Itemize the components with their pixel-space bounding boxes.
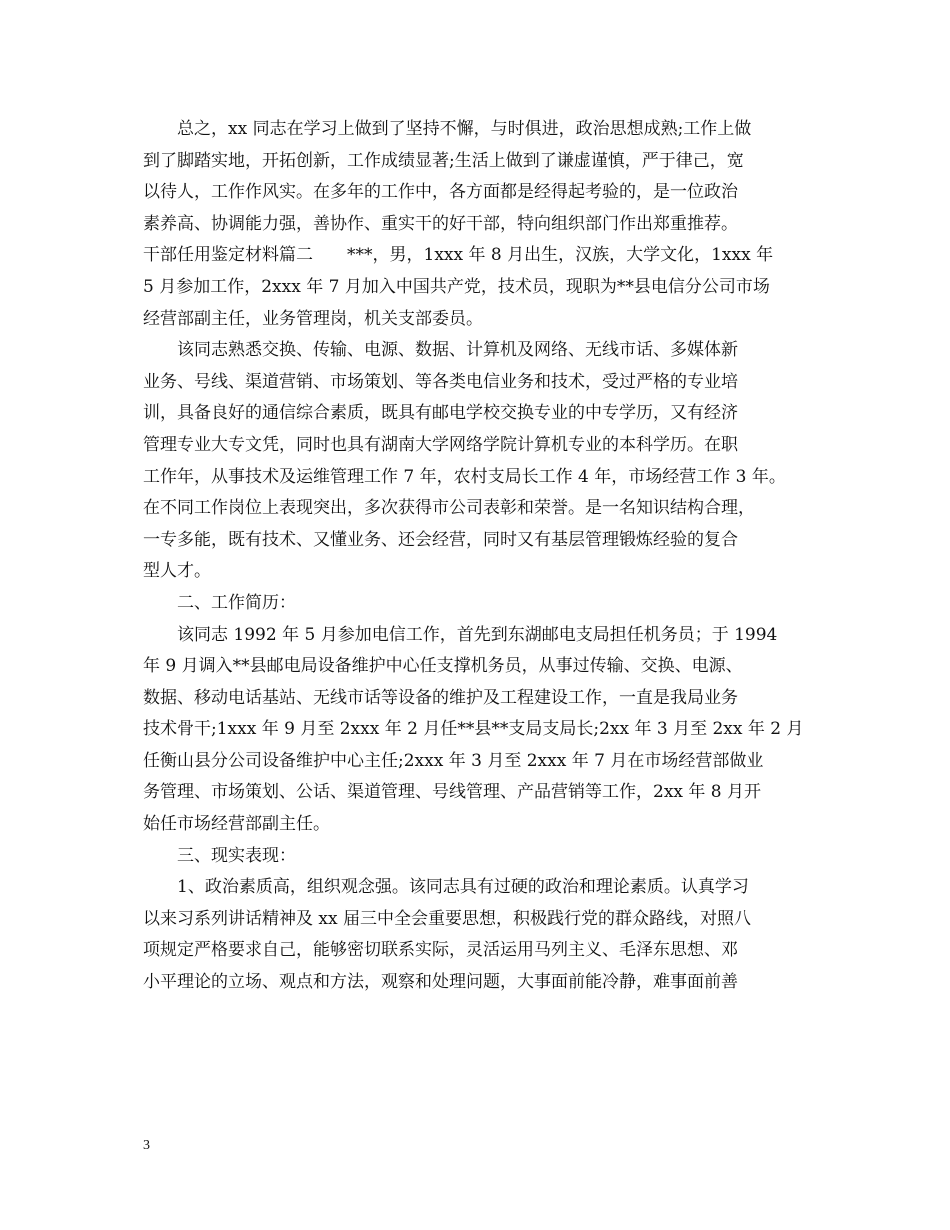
section-heading: 三、现实表现： [177,845,296,866]
text-line: 年 9 月调入**县邮电局设备维护中心任支撑机务员，从事过传输、交换、电源、 [143,656,743,677]
text-line: 该同志熟悉交换、传输、电源、数据、计算机及网络、无线市话、多媒体新 [177,340,738,361]
text-line: 数据、移动电话基站、无线市话等设备的维护及工程建设工作，一直是我局业务 [143,687,738,708]
text-line: 务管理、市场策划、公话、渠道管理、号线管理、产品营销等工作，2xx 年 8 月开 [143,782,762,803]
text-line: 任衡山县分公司设备维护中心主任;2xxx 年 3 月至 2xxx 年 7 月在市场经营部做业 [143,750,764,771]
text-line: 在不同工作岗位上表现突出，多次获得市公司表彰和荣誉。是一名知识结构合理， [143,498,755,519]
text-line: 5 月参加工作，2xxx 年 7 月加入中国共产党，技术员，现职为**县电信分公司市场 [143,276,770,297]
text-line: 1、政治素质高，组织观念强。该同志具有过硬的政治和理论素质。认真学习 [177,877,749,898]
section-title-line: 干部任用鉴定材料篇二 ***，男，1xxx 年 8 月出生，汉族，大学文化，1xxx 年 [143,245,774,266]
text-line: 技术骨干;1xxx 年 9 月至 2xxx 年 2 月任**县**支局支局长;2xx 年 3 月至 2xx 年 2 月 [143,719,804,740]
text-line: 到了脚踏实地，开拓创新，工作成绩显著;生活上做到了谦虚谨慎，严于律己，宽 [143,150,744,171]
text-line: 项规定严格要求自己，能够密切联系实际，灵活运用马列主义、毛泽东思想、邓 [143,940,738,961]
text-line: 小平理论的立场、观点和方法，观察和处理问题，大事面前能冷静，难事面前善 [143,972,738,993]
document-page [143,114,811,999]
section-heading: 二、工作简历： [177,592,296,613]
text-line: 总之，xx 同志在学习上做到了坚持不懈，与时俱进，政治思想成熟;工作上做 [177,119,752,139]
text-line: 以待人，工作作风实。在多年的工作中，各方面都是经得起考验的，是一位政治 [143,182,738,203]
text-line: 工作年，从事技术及运维管理工作 7 年，农村支局长工作 4 年，市场经营工作 3 年。 [143,466,786,487]
text-line: 型人才。 [143,561,211,582]
text-line: 经营部副主任，业务管理岗，机关支部委员。 [143,308,483,329]
text-line: 以来习系列讲话精神及 xx 届三中全会重要思想，积极践行党的群众路线，对照八 [143,908,751,929]
text-line: 管理专业大专文凭，同时也具有湖南大学网络学院计算机专业的本科学历。在职 [143,434,738,455]
text-line: 训，具备良好的通信综合素质，既具有邮电学校交换专业的中专学历，又有经济 [143,403,738,424]
text-line: 素养高、协调能力强，善协作、重实干的好干部，特向组织部门作出郑重推荐。 [143,213,738,234]
page-number: 3 [143,1138,150,1153]
text-line: 一专多能，既有技术、又懂业务、还会经营，同时又有基层管理锻炼经验的复合 [143,529,738,550]
text-line: 该同志 1992 年 5 月参加电信工作，首先到东湖邮电支局担任机务员；于 1994 [177,624,778,645]
text-line: 业务、号线、渠道营销、市场策划、等各类电信业务和技术，受过严格的专业培 [143,371,738,392]
text-line: 始任市场经营部副主任。 [143,814,330,835]
